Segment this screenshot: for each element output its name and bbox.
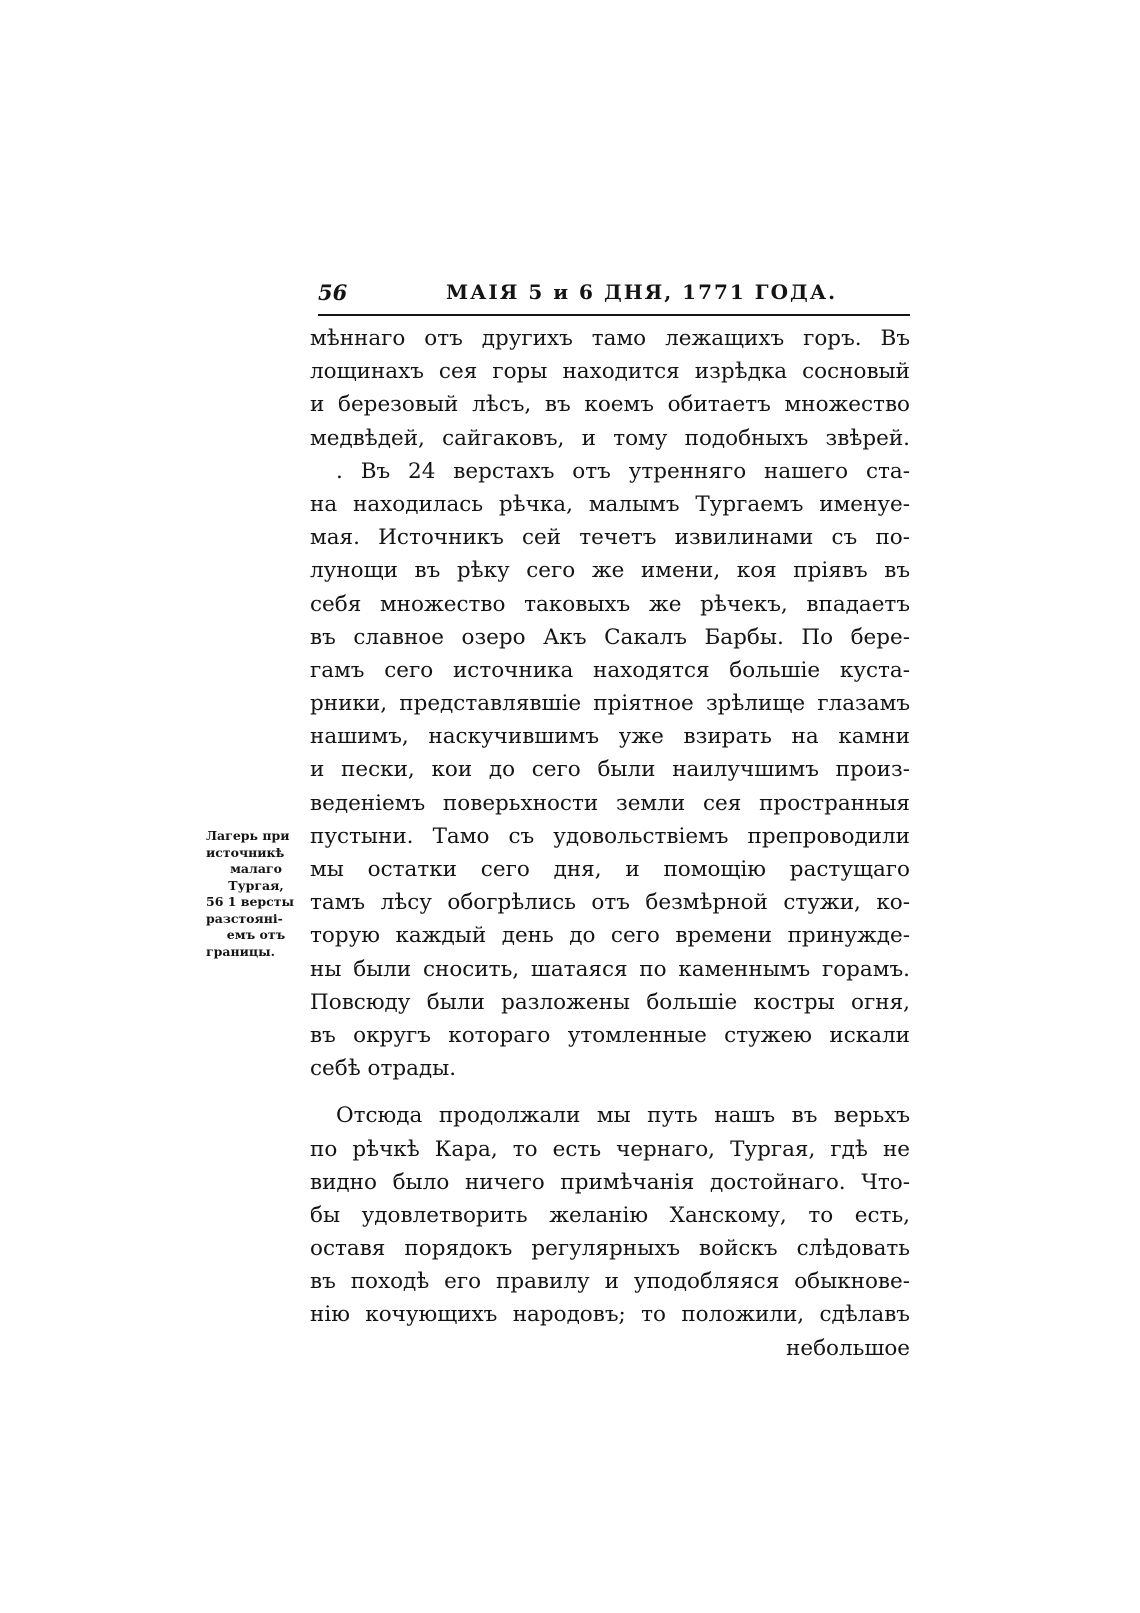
text-line: рники, представлявшіе пріятное зрѣлище глазамъ: [310, 691, 910, 717]
text-line: . Въ 24 верстахъ отъ утренняго нашего ста-: [336, 458, 910, 484]
text-line: мая. Источникъ сей течетъ извилинами съ по-: [310, 525, 910, 551]
text-line: въ округъ котораго утомленные стужею искали: [310, 1022, 910, 1048]
text-line: мѣннаго отъ другихъ тамо лежащихъ горъ. Въ: [310, 326, 910, 351]
text-line: лощинахъ сея горы находится изрѣдка сосновый: [310, 359, 910, 385]
text-line: по рѣчкѣ Кара, то есть чернаго, Тургая, гдѣ не: [310, 1136, 910, 1162]
text-line: себя множество таковыхъ же рѣчекъ, впадаетъ: [310, 591, 910, 617]
marginal-note-line: разстояні-: [206, 910, 283, 926]
text-line: гамъ сего источника находятся большіе куста-: [310, 657, 910, 683]
text-line: торую каждый день до сего времени принужде-: [310, 923, 910, 949]
text-line: въ походѣ его правилу и уподобляяся обыкнове-: [310, 1269, 910, 1295]
text-line: нашимъ, наскучившимъ уже взирать на камни: [310, 724, 910, 750]
text-line: тамъ лѣсу обогрѣлись отъ безмѣрной стужи, ко-: [310, 890, 910, 916]
text-line: нію кочующихъ народовъ; то положили, сдѣлавъ: [310, 1302, 910, 1328]
catchword: небольшое: [786, 1335, 910, 1361]
text-line: мы остатки сего дня, и помощію растущаго: [310, 857, 910, 882]
marginal-note-line: Тургая,: [228, 877, 284, 893]
text-line: пустыни. Тамо съ удовольствіемъ препроводили: [310, 823, 910, 849]
text-line: медвѣдей, сайгаковъ, и тому подобныхъ звѣрей.: [310, 425, 910, 451]
marginal-note-line: источникѣ: [206, 844, 285, 860]
text-line: ны были сносить, шатаяся по каменнымъ горамъ.: [310, 956, 910, 982]
marginal-note: [206, 828, 306, 960]
text-line: бы удовлетворить желанію Ханскому, то есть,: [310, 1202, 910, 1228]
text-line: на находилась рѣчка, малымъ Тургаемъ именуе-: [310, 491, 910, 517]
page-number: 56: [318, 280, 348, 305]
text-line: Отсюда продолжали мы путь нашъ въ верьхъ: [336, 1103, 910, 1129]
text-line: видно было ничего примѣчанія достойнаго. Что-: [310, 1169, 910, 1195]
text-line: Повсюду были разложены большіе костры огня,: [310, 989, 910, 1015]
text-line: и пески, кои до сего были наилучшимъ произ-: [310, 757, 910, 783]
text-line: лунощи въ рѣку сего же имени, коя пріявъ въ: [310, 558, 910, 584]
page-header: [318, 278, 908, 312]
header-rule: [318, 314, 910, 316]
marginal-note-line: Лагерь при: [206, 828, 290, 843]
text-line: оставя порядокъ регулярныхъ войскъ слѣдовать: [310, 1236, 910, 1262]
marginal-note-line: малаго: [230, 861, 282, 876]
marginal-note-line: границы.: [206, 943, 276, 959]
text-line: въ славное озеро Акъ Сакалъ Барбы. По бере-: [310, 624, 910, 650]
marginal-note-line: емъ отъ: [226, 927, 286, 942]
running-head: МАІЯ 5 и 6 ДНЯ, 1771 ГОДА.: [446, 280, 838, 304]
main-text-block: [310, 322, 910, 1365]
text-line: и березовый лѣсъ, въ коемъ обитаетъ множество: [310, 392, 910, 418]
text-line: веденіемъ поверьхности земли сея пространныя: [310, 790, 910, 816]
text-line: себѣ отрады.: [310, 1056, 457, 1082]
marginal-note-line: 56 1 версты: [206, 894, 295, 909]
